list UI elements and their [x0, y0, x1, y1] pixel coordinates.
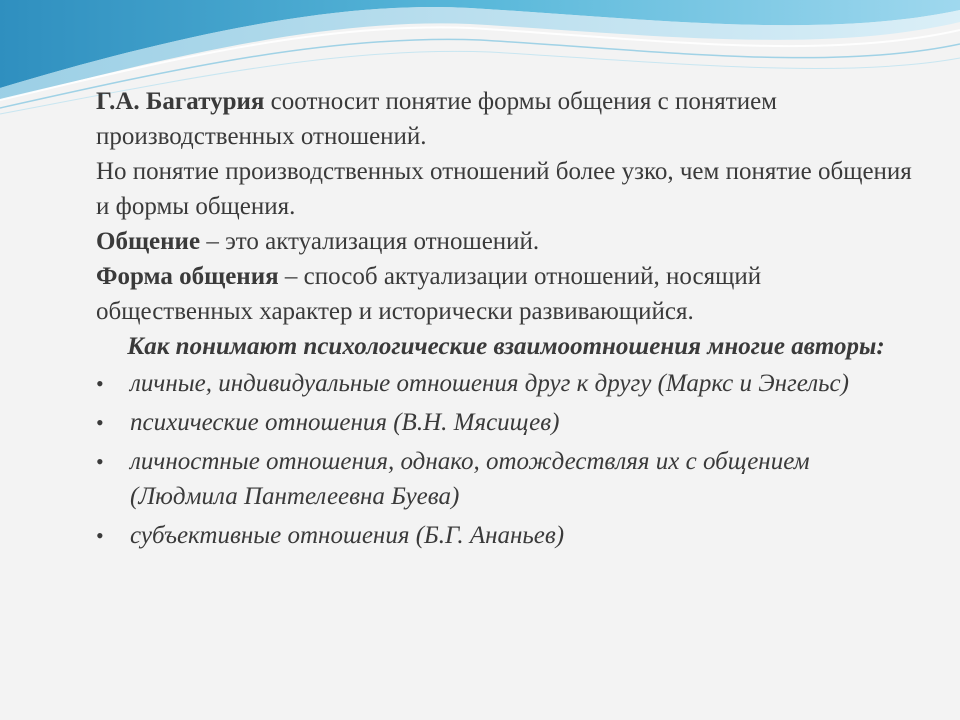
bullet-icon: •: [96, 371, 104, 396]
paragraph-text: – способ актуализации отношений, носящий общественных характер и исторически развивающийся.: [96, 263, 762, 325]
paragraph-bagaturia: [96, 84, 916, 154]
list-item: • психические отношения (В.Н. Мясищев): [96, 405, 916, 440]
term-form-of-communication: Форма общения: [96, 263, 279, 290]
paragraph-text: – это актуализация отношений.: [200, 228, 540, 255]
bullet-icon: •: [96, 523, 104, 548]
section-heading: Как понимают психологические взаимоотношения многие авторы:: [127, 333, 885, 360]
paragraph-communication-definition: [96, 224, 916, 259]
list-item: • личностные отношения, однако, отождествляя их с общением (Людмила Пантелеевна Буева): [96, 444, 916, 514]
list-item: • субъективные отношения (Б.Г. Ананьев): [96, 518, 916, 553]
authors-list: [96, 366, 916, 553]
list-item: • личные, индивидуальные отношения друг к другу (Маркс и Энгельс): [96, 366, 916, 401]
paragraph-text: соотносит понятие формы общения с понятием производственных отношений.: [96, 88, 778, 150]
paragraph-production-relations: [96, 154, 916, 224]
paragraph-text: Но понятие производственных отношений более узко, чем понятие общения и формы общения.: [96, 158, 912, 220]
bullet-icon: •: [96, 449, 104, 474]
paragraph-form-definition: [96, 259, 916, 329]
author-name: Г.А. Багатурия: [96, 88, 265, 115]
bullet-icon: •: [96, 410, 104, 435]
slide-content: [96, 84, 916, 557]
term-communication: Общение: [96, 228, 201, 255]
